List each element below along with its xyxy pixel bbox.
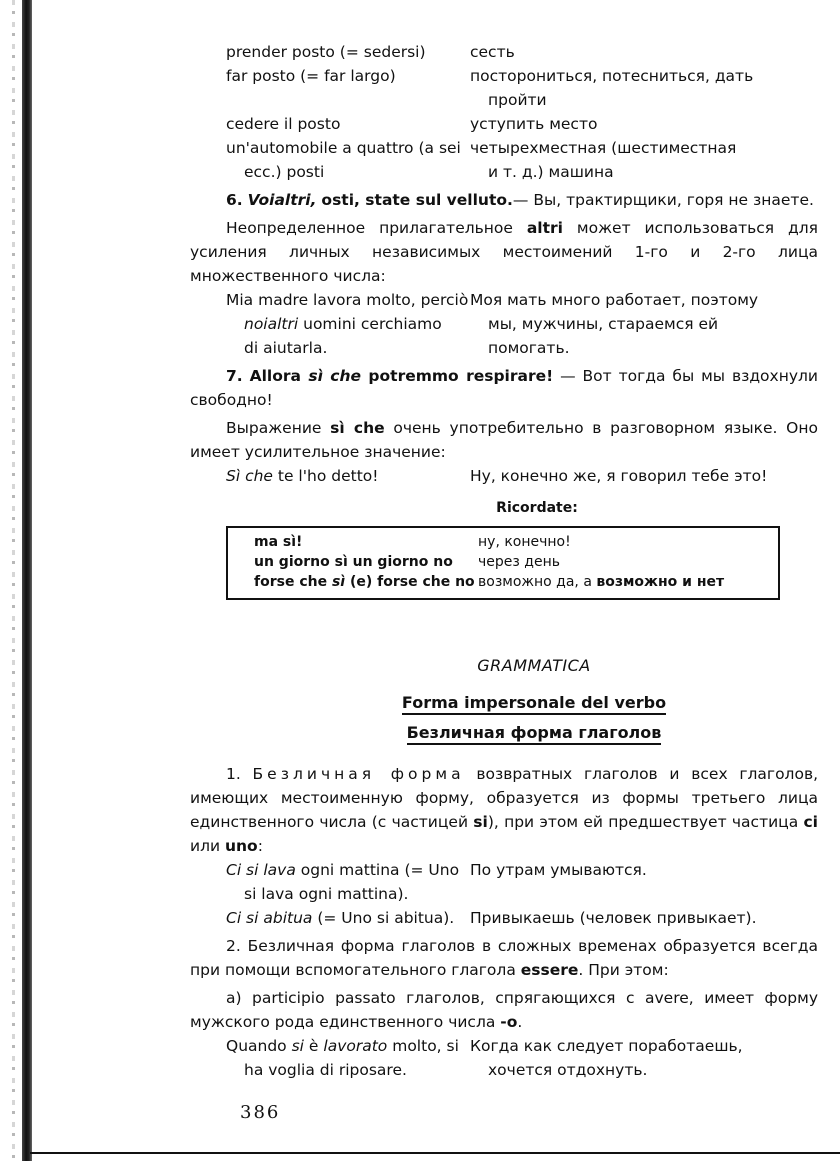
vocab-it-line: ecc.) posti	[244, 163, 325, 181]
italic-term: si	[291, 1037, 304, 1055]
bold-term: ci	[803, 813, 818, 831]
text: :	[257, 837, 263, 855]
example-rule2a	[190, 1034, 818, 1082]
vocab-it: cedere il posto	[226, 115, 341, 133]
note-number: 7.	[226, 367, 243, 385]
example-line	[226, 858, 470, 882]
italic-term: noialtri	[244, 315, 299, 333]
ricordate-ru: через день	[478, 554, 560, 570]
text: или	[190, 837, 225, 855]
ricordate-ru	[478, 572, 778, 592]
example-line: Mia madre lavora molto, perciò	[226, 291, 469, 309]
example-line	[226, 1034, 470, 1058]
text: (e) forse che no	[345, 574, 475, 590]
example-ru: Ну, конечно же, я говорил тебе это!	[470, 467, 768, 485]
heading-it	[250, 692, 818, 714]
page-content	[190, 40, 818, 1082]
text: . При этом:	[578, 961, 669, 979]
example-line: Когда как следует поработаешь,	[470, 1037, 743, 1055]
text: molto, si	[387, 1037, 459, 1055]
example-siche	[190, 464, 818, 488]
bold-term: essere	[520, 961, 579, 979]
section-title: GRAMMATICA	[477, 656, 591, 675]
bold-term: uno	[224, 837, 258, 855]
italic-term: Ci si abitua	[226, 909, 313, 927]
vocab-row	[190, 112, 818, 136]
note-number: 6.	[226, 191, 243, 209]
text: Quando	[226, 1037, 292, 1055]
ricordate-box	[226, 526, 780, 600]
heading-ru	[250, 722, 818, 744]
bold-term: altri	[526, 219, 563, 237]
ricordate-title: Ricordate:	[496, 500, 578, 516]
heading-text: Безличная форма глаголов	[407, 723, 662, 745]
note-translation: — Вот тогда бы мы вздохнули свободно!	[190, 367, 818, 409]
ricordate-it: ma sì!	[254, 534, 303, 550]
vocab-ru	[470, 136, 818, 184]
example-line: Моя мать много работает, поэтому	[470, 291, 759, 309]
vocab-ru-line: посторониться, потесниться, дать	[470, 67, 754, 85]
example-it	[190, 1034, 470, 1082]
example-line: si lava ogni mattina).	[244, 885, 409, 903]
text: te l'ho detto!	[272, 467, 379, 485]
vocab-row	[190, 136, 818, 184]
example-rule1	[190, 858, 818, 906]
text: (= Uno si abitua).	[312, 909, 455, 927]
text: uomini cerchiamo	[298, 315, 442, 333]
text: 2. Безличная форма глаголов в сложных временах образуется всегда при помощи вспомогательного глагола	[190, 937, 818, 979]
bold-term: sì che	[330, 419, 385, 437]
note-phrase: osti, state sul velluto.	[321, 191, 513, 209]
ricordate-it: un giorno sì un giorno no	[254, 554, 453, 570]
spaced-term: Безличная форма	[252, 765, 465, 783]
example-it	[190, 906, 470, 930]
example-line: помогать.	[488, 339, 570, 357]
scan-edge-marks	[12, 0, 15, 1161]
note-translation: — Вы, трактирщики, горя не знаете.	[512, 191, 814, 209]
note-phrase-italic: Voialtri,	[247, 191, 317, 209]
note-phrase-italic: sì che	[308, 367, 362, 385]
text: 1.	[226, 765, 253, 783]
vocab-it: far posto (= far largo)	[226, 67, 396, 85]
example-line	[226, 312, 470, 336]
vocab-it: prender posto (= sedersi)	[226, 43, 426, 61]
page-number: 386	[240, 1102, 281, 1123]
ricordate-it	[228, 572, 478, 592]
text: .	[517, 1013, 523, 1031]
note-7	[190, 364, 818, 412]
note-phrase: potremmo respirare!	[361, 367, 554, 385]
vocab-ru-line: пройти	[488, 91, 547, 109]
vocab-it-line: un'automobile a quattro (a sei	[226, 139, 461, 157]
rule-1	[190, 762, 818, 858]
text: возможно да, а	[478, 574, 597, 590]
ricordate-ru: ну, конечно!	[478, 534, 571, 550]
book-spine-shadow	[22, 0, 32, 1161]
bold-term: si	[473, 813, 488, 831]
note-phrase: Allora	[249, 367, 309, 385]
example-rule1	[190, 906, 818, 930]
italic-term: sì	[331, 574, 346, 590]
example-ru	[470, 1034, 818, 1082]
vocab-row	[190, 40, 818, 64]
vocab-ru-line: и т. д.) машина	[488, 163, 614, 181]
example-it	[190, 288, 470, 360]
example-ru	[470, 288, 818, 360]
heading-text: Forma impersonale del verbo	[402, 693, 666, 715]
example-line: ha voglia di riposare.	[244, 1061, 407, 1079]
note-6	[190, 188, 818, 212]
text: ), при этом ей предшествует частица	[487, 813, 804, 831]
text: Неопределенное прилагательное	[226, 219, 527, 237]
ricordate-row	[228, 552, 778, 572]
bold-term: -o	[500, 1013, 518, 1031]
italic-term: Ci si lava	[226, 861, 296, 879]
example-it	[190, 464, 470, 488]
vocab-ru	[470, 64, 818, 112]
example-ru: По утрам умываются.	[470, 861, 647, 879]
example-line: мы, мужчины, стараемся ей	[488, 315, 719, 333]
example-line: di aiutarla.	[244, 339, 328, 357]
example-altri	[190, 288, 818, 360]
vocab-it	[190, 136, 470, 184]
example-line: хочется отдохнуть.	[488, 1061, 648, 1079]
italic-term: lavorato	[323, 1037, 388, 1055]
vocab-ru: уступить место	[470, 115, 598, 133]
text: а) participio passato глаголов, спрягающихся с avere, имеет форму мужского рода единственного числа	[190, 989, 818, 1031]
rule-2a	[190, 986, 818, 1034]
text: Выражение	[226, 419, 331, 437]
text: возвратных глаголов и всех глаголов, имеющих местоименную форму, образуется из формы третьего лица единственного числа (с частицей	[190, 765, 819, 831]
vocab-row	[190, 64, 818, 112]
ricordate-row	[228, 532, 778, 552]
bottom-rule	[30, 1152, 840, 1154]
paragraph-altri	[190, 216, 818, 288]
paragraph-siche	[190, 416, 818, 464]
ricordate-row	[228, 572, 778, 592]
text: forse che	[254, 574, 332, 590]
vocab-ru-line: четырехместная (шестиместная	[470, 139, 737, 157]
italic-term: Sì che	[226, 467, 273, 485]
text: ogni mattina (= Uno	[295, 861, 460, 879]
example-ru: Привыкаешь (человек привыкает).	[470, 909, 757, 927]
rule-2	[190, 934, 818, 982]
vocab-ru: сесть	[470, 43, 515, 61]
text: очень употребительно в разговорном языке. Оно имеет усилительное значение:	[190, 419, 818, 461]
text: может использоваться для усиления личных независимых местоимений 1-го и 2-го лица множественного числа:	[190, 219, 818, 285]
bold-term: возможно и нет	[596, 574, 725, 590]
text: è	[304, 1037, 324, 1055]
example-it	[190, 858, 470, 906]
